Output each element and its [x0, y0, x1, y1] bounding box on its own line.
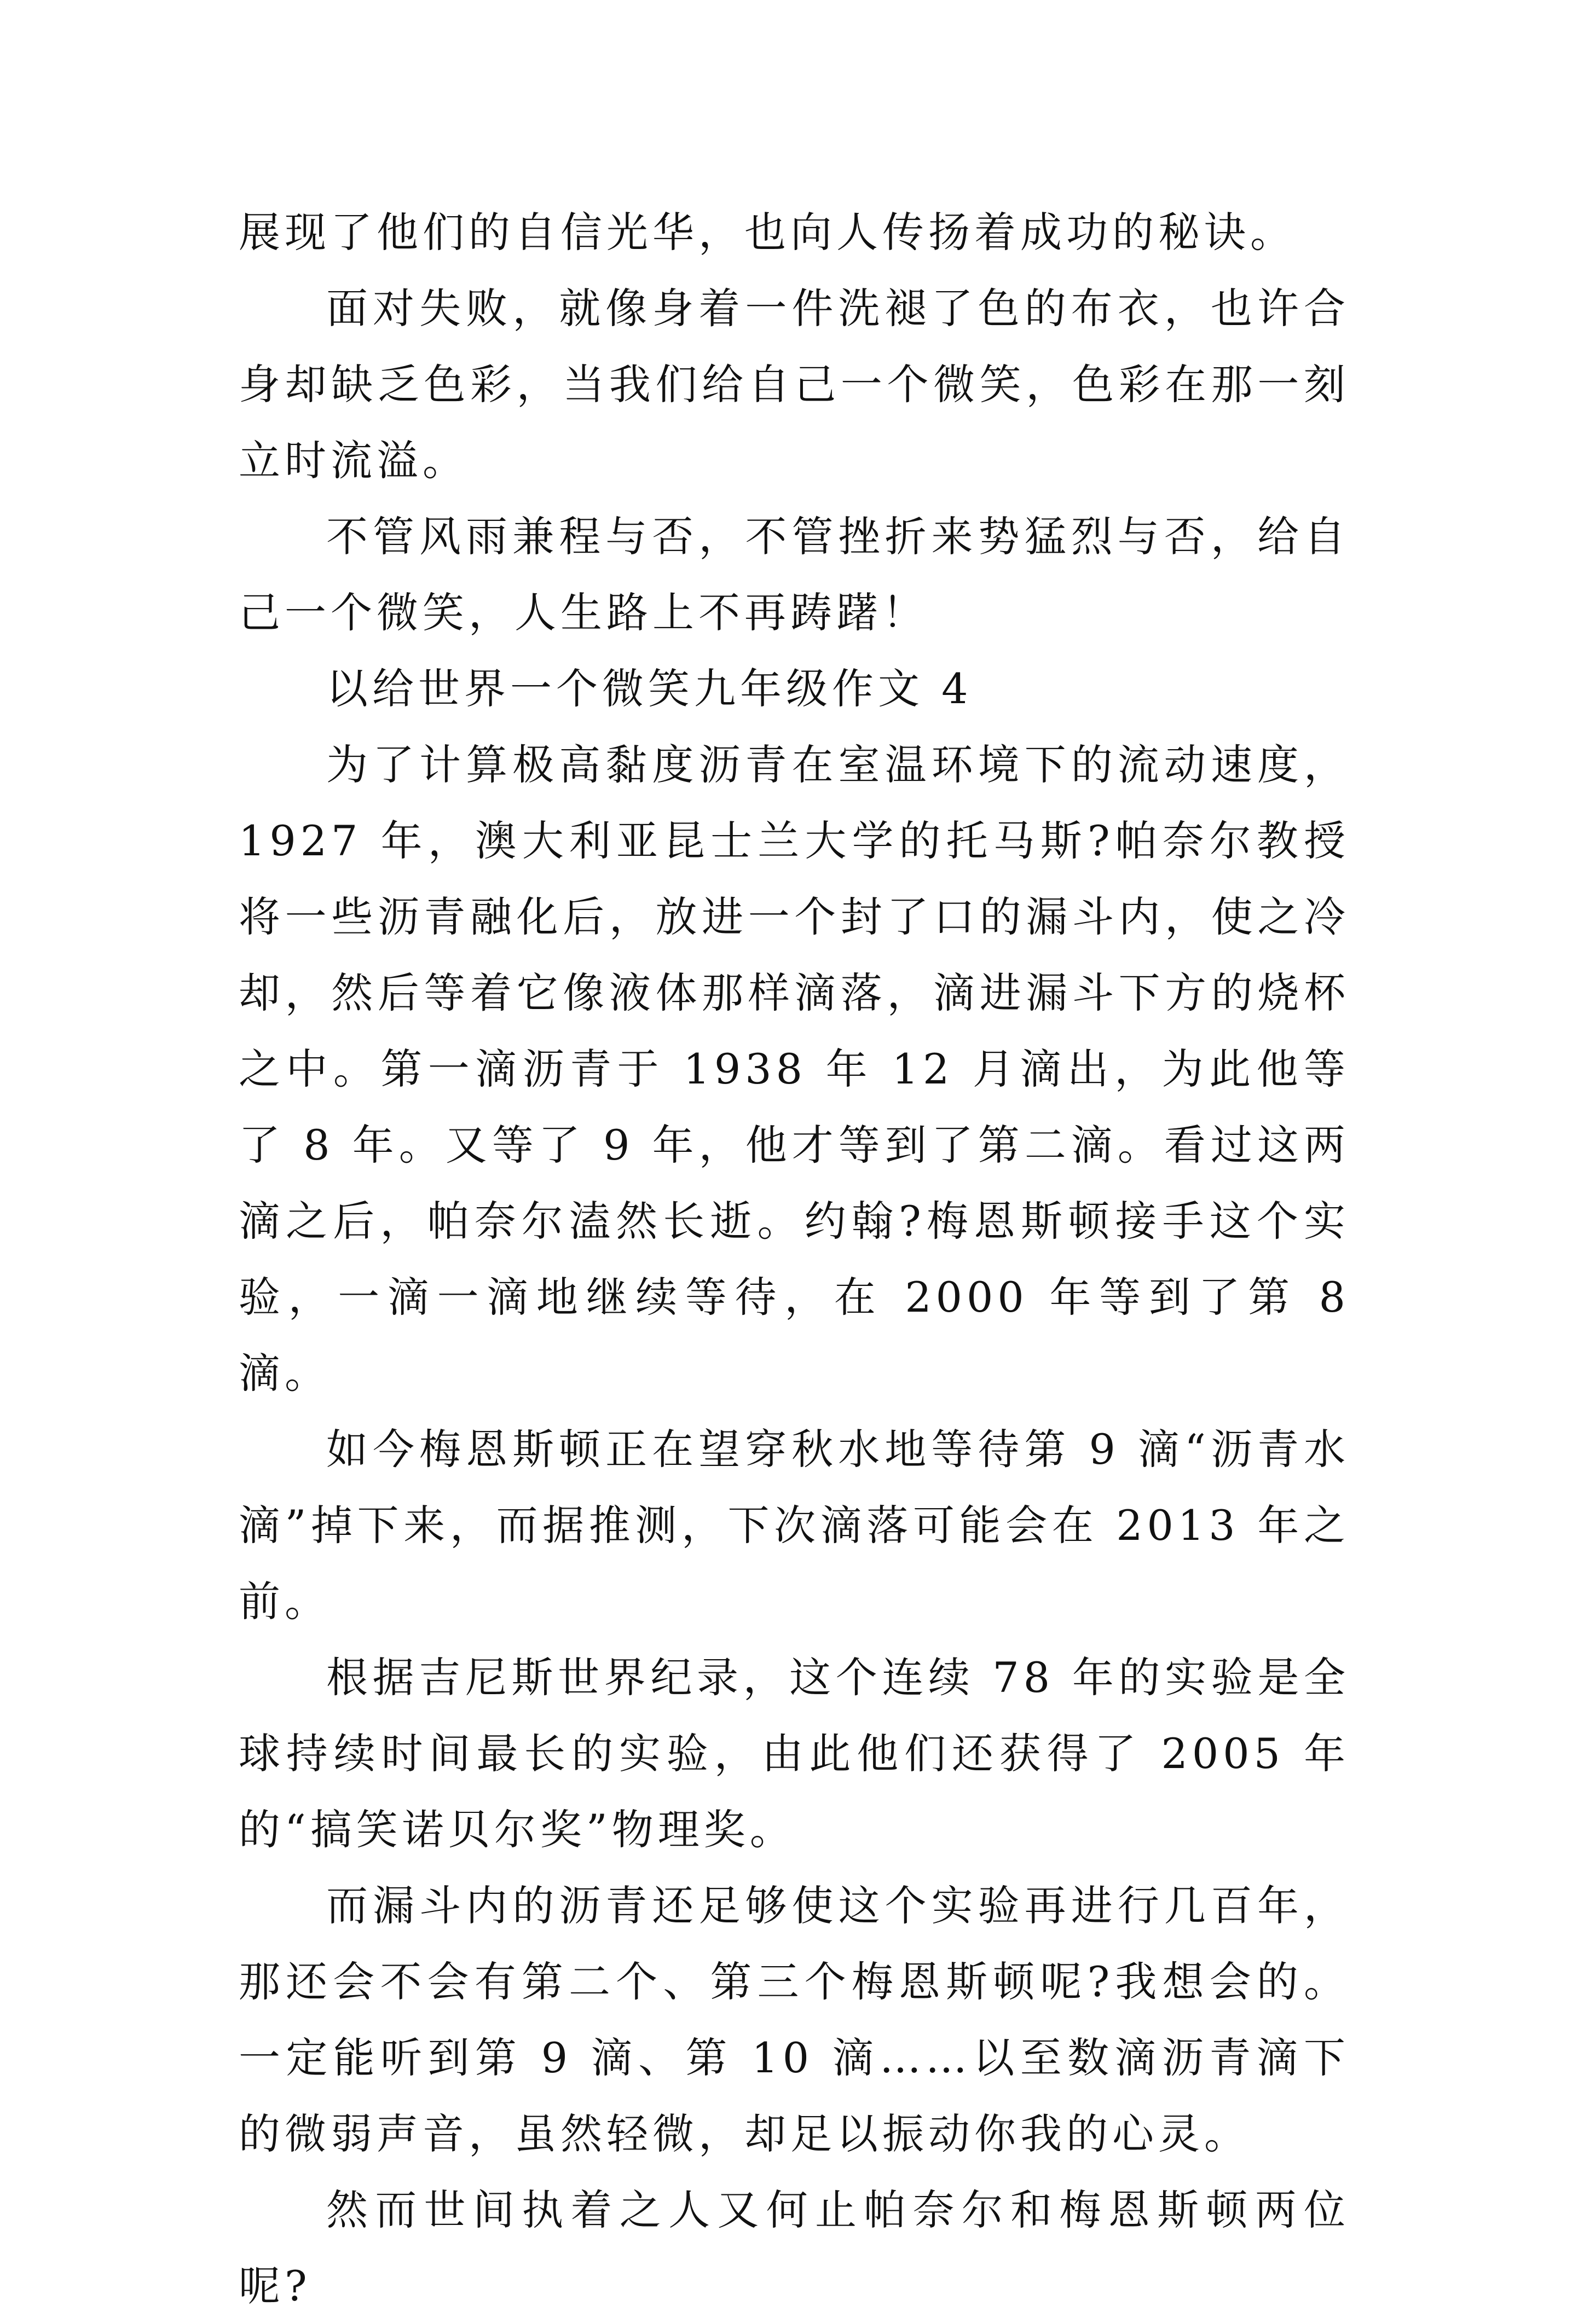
- section-heading: 以给世界一个微笑九年级作文 4: [326, 664, 973, 713]
- document-body: [239, 194, 1350, 2324]
- paragraph-3: 不管风雨兼程与否，不管挫折来势猛烈与否，给自己一个微笑，人生路上不再踌躇！: [239, 512, 1350, 637]
- paragraph-4: 为了计算极高黏度沥青在室温环境下的流动速度，1927 年，澳大利亚昆士兰大学的托马斯?帕奈尔教授将一些沥青融化后，放进一个封了口的漏斗内，使之冷却，然后等着它像液体那样滴落，滴进漏斗下方的烧杯之中。第一滴沥青于 1938 年 12 月滴出，为此他等了 8 年。又等了 9 年，他才等到了第二滴。看过这两滴之后，帕奈尔溘然长逝。约翰?梅恩斯顿接手这个实验，一滴一滴地继续等待，在 2000 年等到了第 8 滴。: [239, 740, 1350, 1398]
- paragraph-8: 然而世间执着之人又何止帕奈尔和梅恩斯顿两位呢?: [239, 2186, 1350, 2310]
- paragraph-2: 面对失败，就像身着一件洗褪了色的布衣，也许合身却缺乏色彩，当我们给自己一个微笑，色彩在那一刻立时流溢。: [239, 284, 1350, 485]
- paragraph-1: 展现了他们的自信光华，也向人传扬着成功的秘诀。: [239, 208, 1296, 257]
- paragraph-6: 根据吉尼斯世界纪录，这个连续 78 年的实验是全球持续时间最长的实验，由此他们还获得了 2005 年的“搞笑诺贝尔奖”物理奖。: [239, 1653, 1350, 1854]
- paragraph-7: 而漏斗内的沥青还足够使这个实验再进行几百年，那还会不会有第二个、第三个梅恩斯顿呢?我想会的。一定能听到第 9 滴、第 10 滴……以至数滴沥青滴下的微弱声音，虽然轻微，却足以振动你我的心灵。: [239, 1881, 1350, 2158]
- paragraph-5: 如今梅恩斯顿正在望穿秋水地等待第 9 滴“沥青水滴”掉下来，而据推测，下次滴落可能会在 2013 年之前。: [239, 1425, 1350, 1626]
